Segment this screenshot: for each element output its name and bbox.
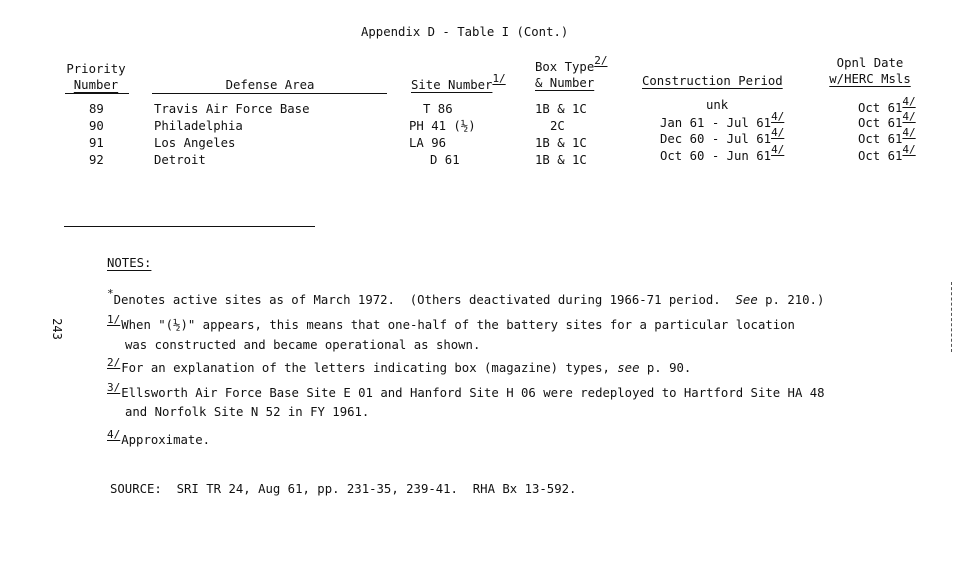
footnote-ref-4: 4/ (902, 110, 916, 123)
source-citation: SOURCE: SRI TR 24, Aug 61, pp. 231-35, 239-41. RHA Bx 13-592. (110, 482, 577, 496)
header-site-number-label: Site Number (411, 78, 493, 92)
header-opnl-date-line2: w/HERC Msls (829, 72, 911, 86)
page-title: Appendix D - Table I (Cont.) (361, 25, 569, 39)
note-4 (107, 428, 211, 448)
footnote-ref-1: 1/ (492, 72, 506, 85)
header-defense-area-rule (152, 93, 387, 94)
header-box-type-line1 (535, 54, 608, 75)
note-star-see: See (735, 293, 758, 307)
header-construction-period: Construction Period (642, 74, 783, 88)
header-box-type-line2: & Number (535, 76, 595, 90)
note-star-text: Denotes active sites as of March 1972. (Others deactivated during 1966-71 period. (113, 293, 736, 307)
note-4-text: Approximate. (121, 433, 211, 447)
cell-defense-area: Detroit (154, 153, 206, 167)
construction-period-value: Dec 60 - Jul 61 (660, 132, 772, 146)
opnl-date-value: Oct 61 (858, 149, 903, 163)
cell-construction-period (660, 110, 785, 131)
footnote-ref-4: 4/ (771, 143, 785, 156)
note-1 (107, 313, 795, 333)
header-priority-rule (65, 93, 129, 94)
note-3-line1: Ellsworth Air Force Base Site E 01 and Hanford Site H 06 were redeployed to Hartford Site HA 48 (121, 386, 825, 400)
note-3 (107, 381, 825, 401)
cell-box-type: 1B & 1C (535, 136, 587, 150)
cell-priority: 92 (89, 153, 104, 167)
footnote-ref-4: 4/ (771, 126, 785, 139)
construction-period-value: Jan 61 - Jul 61 (660, 116, 772, 130)
opnl-date-value: Oct 61 (858, 116, 903, 130)
cell-site-number: D 61 (430, 153, 460, 167)
header-defense-area: Defense Area (225, 78, 315, 92)
cell-priority: 89 (89, 102, 104, 116)
cell-site-number: T 86 (423, 102, 453, 116)
header-box-type-label: Box Type (535, 60, 595, 74)
opnl-date-value: Oct 61 (858, 132, 903, 146)
footnote-ref-2: 2/ (594, 54, 608, 67)
cell-opnl-date (858, 143, 916, 164)
page-number: 243 (49, 318, 64, 340)
note-2 (107, 356, 692, 376)
header-priority-line2: Number (73, 78, 119, 92)
header-site-number (411, 72, 506, 93)
cell-box-type: 2C (550, 119, 565, 133)
note-1-line2: was constructed and became operational as shown. (125, 338, 481, 352)
note-star-after: p. 210.) (757, 293, 825, 307)
cell-defense-area: Philadelphia (154, 119, 243, 133)
note-3-line2: and Norfolk Site N 52 in FY 1961. (125, 405, 370, 419)
header-opnl-date-line1: Opnl Date (836, 56, 904, 70)
header-priority-line1: Priority (66, 62, 126, 76)
footnote-ref-4: 4/ (902, 143, 916, 156)
cell-construction-period (660, 143, 785, 164)
cell-priority: 90 (89, 119, 104, 133)
cell-box-type: 1B & 1C (535, 153, 587, 167)
footnote-ref-4: 4/ (771, 110, 785, 123)
footnote-ref-4: 4/ (902, 95, 916, 108)
note-4-marker: 4/ (107, 428, 121, 441)
note-star (107, 287, 825, 308)
cell-defense-area: Los Angeles (154, 136, 236, 150)
cell-box-type: 1B & 1C (535, 102, 587, 116)
footnote-ref-4: 4/ (902, 126, 916, 139)
cell-defense-area: Travis Air Force Base (154, 102, 310, 116)
cell-construction-period: unk (706, 98, 729, 112)
asterisk-marker: * (107, 287, 114, 300)
note-3-marker: 3/ (107, 381, 121, 394)
note-1-marker: 1/ (107, 313, 121, 326)
note-2-marker: 2/ (107, 356, 121, 369)
opnl-date-value: Oct 61 (858, 101, 903, 115)
note-2-text: For an explanation of the letters indicating box (magazine) types, (121, 361, 618, 375)
separator-rule (64, 226, 315, 227)
note-2-after: p. 90. (639, 361, 692, 375)
cell-site-number: PH 41 (½) (409, 119, 476, 133)
cell-site-number: LA 96 (409, 136, 447, 150)
cell-construction-period (660, 126, 785, 147)
note-2-see: see (617, 361, 640, 375)
notes-heading: NOTES: (107, 256, 152, 270)
note-1-line1: When "(½)" appears, this means that one-half of the battery sites for a particular location (121, 318, 795, 332)
construction-period-value: Oct 60 - Jun 61 (660, 149, 772, 163)
cell-priority: 91 (89, 136, 104, 150)
